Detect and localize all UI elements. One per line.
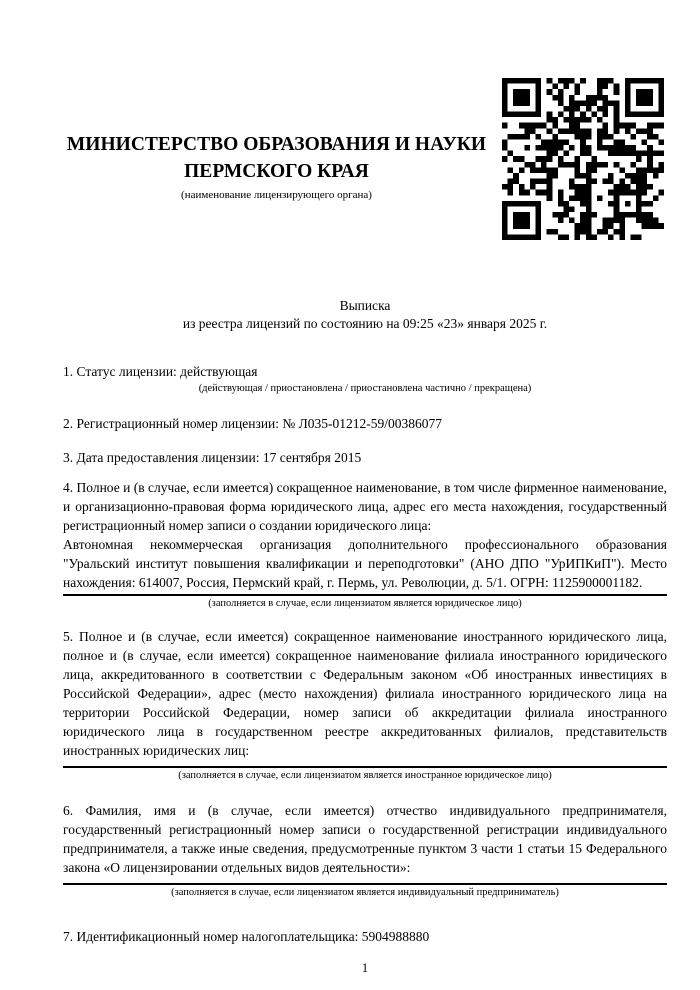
section-individual-entrepreneur [63, 801, 667, 899]
page-number: 1 [361, 961, 369, 975]
section-foreign-entity-label: 5. Полное и (в случае, если имеется) сокращенное наименование иностранного юридического лица, полное и (в случае, если имеется) сокращенное наименование филиала иностранного юридического лица, аккредитованного в соответствии с Федеральным законом «Об иностранных инвестициях в Российской Федерации», адрес (место нахождения) филиала иностранного юридического лица на территории Российской Федерации, номер записи об аккредитации филиала иностранного юридического лица в государственном реестре аккредитованных филиалов, представительств иностранных юридических лиц: [63, 629, 667, 758]
section-individual-entrepreneur-caption: (заполняется в случае, если лицензиатом является индивидуальный предприниматель) [171, 887, 559, 898]
qr-code [502, 78, 664, 240]
licensing-authority-name-line1: МИНИСТЕРСТВО ОБРАЗОВАНИЯ И НАУКИ [66, 134, 487, 155]
licensing-authority-name [63, 131, 490, 185]
field-taxpayer-number: 7. Идентификационный номер налогоплательщика: 5904988880 [63, 929, 430, 944]
document-title-line1: Выписка [339, 298, 391, 313]
field-license-date: 3. Дата предоставления лицензии: 17 сентября 2015 [63, 450, 362, 465]
field-line [63, 594, 667, 596]
section-foreign-entity-caption: (заполняется в случае, если лицензиатом является иностранное юридическое лицо) [178, 770, 552, 781]
field-line [63, 766, 667, 768]
field-registration-number: 2. Регистрационный номер лицензии: № Л035-01212-59/00386077 [63, 416, 443, 431]
licensing-authority-name-line2: ПЕРМСКОГО КРАЯ [184, 161, 369, 182]
document-title [63, 297, 667, 332]
field-line [63, 883, 667, 885]
section-legal-entity-label: 4. Полное и (в случае, если имеется) сокращенное наименование, в том числе фирменное наименование, и организационно-правовая форма юридического лица, адрес его места нахождения, государственный регистрационный номер записи о создании юридического лица: [63, 480, 667, 533]
section-foreign-entity [63, 627, 667, 782]
field-license-status-caption: (действующая / приостановлена / приостановлена частично / прекращена) [198, 383, 532, 394]
section-individual-entrepreneur-label: 6. Фамилия, имя и (в случае, если имеется) отчество индивидуального предпринимателя, государственный регистрационный номер записи о государственной регистрации индивидуального предпринимателя, а также иные сведения, предусмотренные пунктом 3 части 1 статьи 15 Федерального закона «О лицензировании отдельных видов деятельности»: [63, 803, 667, 875]
section-legal-entity-caption: (заполняется в случае, если лицензиатом является юридическое лицо) [208, 598, 522, 609]
document-title-line2: из реестра лицензий по состоянию на 09:25 «23» января 2025 г. [182, 315, 548, 331]
licensing-authority-caption: (наименование лицензирующего органа) [181, 189, 372, 201]
qr-code-image [502, 78, 664, 240]
field-license-status: 1. Статус лицензии: действующая [63, 364, 258, 379]
licensing-authority-block [63, 0, 490, 203]
section-legal-entity [63, 478, 667, 610]
section-legal-entity-value: Автономная некоммерческая организация дополнительного профессионального образования "Уральский институт повышения квалификации и переподготовки" (АНО ДПО "УрИПКиП"). Место нахождения: 614007, Россия, Пермский край, г. Пермь, ул. Революции, д. 5/1. ОГРН: 1125900001182. [63, 537, 667, 590]
